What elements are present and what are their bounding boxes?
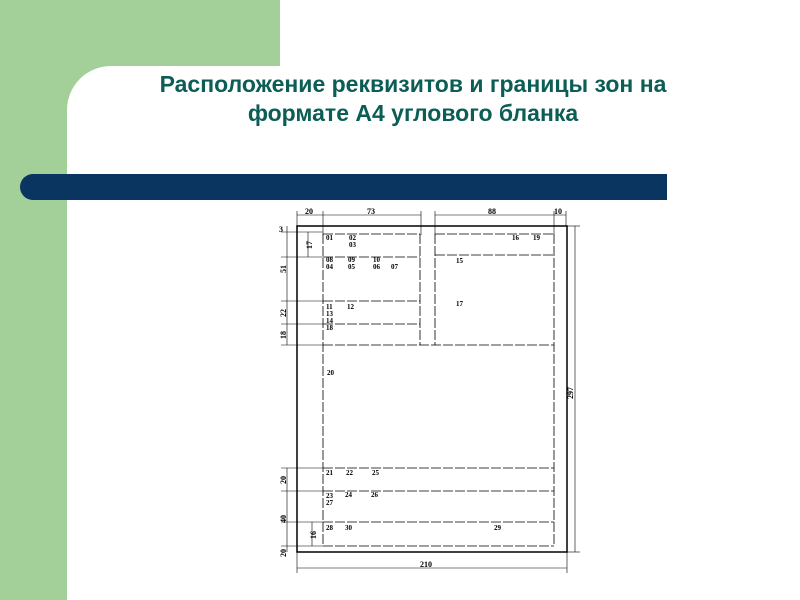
- slide-title: [100, 70, 726, 128]
- field-number: 13: [326, 310, 333, 318]
- dim-label: 10: [554, 207, 562, 216]
- field-numbers: [326, 234, 541, 532]
- dim-label: 51: [279, 265, 288, 273]
- field-number: 06: [373, 263, 380, 271]
- dim-label: 40: [279, 515, 288, 523]
- field-number: 14: [326, 317, 333, 325]
- dim-label: 20: [279, 476, 288, 484]
- dim-label: 18: [279, 331, 288, 339]
- slide-title-line-2: формате А4 углового бланка: [247, 100, 579, 126]
- field-number: 02: [349, 234, 356, 242]
- dim-label: 20: [279, 549, 288, 557]
- slide-title-line-1: Расположение реквизитов и границы зон на: [159, 71, 667, 97]
- dim-label: 210: [420, 560, 432, 569]
- dim-label: 17: [305, 241, 314, 249]
- field-number: 05: [348, 263, 355, 271]
- field-number: 20: [327, 369, 334, 377]
- field-number: 18: [326, 324, 333, 332]
- field-number: 09: [348, 256, 355, 264]
- dim-label: 16: [309, 531, 318, 539]
- field-number: 28: [326, 524, 333, 532]
- field-number: 21: [326, 469, 333, 477]
- field-number: 22: [346, 469, 353, 477]
- field-number: 19: [533, 234, 540, 242]
- field-number: 25: [372, 469, 379, 477]
- field-number: 16: [512, 234, 519, 242]
- top-dimension-lines: [297, 211, 566, 235]
- dim-label: 297: [566, 387, 575, 399]
- field-number: 01: [326, 234, 333, 242]
- field-number: 30: [345, 524, 352, 532]
- field-number: 03: [349, 241, 356, 249]
- field-number: 29: [494, 524, 501, 532]
- outer-dimension-lines: [297, 226, 580, 573]
- field-number: 15: [456, 257, 463, 265]
- field-number: 26: [371, 491, 378, 499]
- zone-boundaries: [323, 234, 554, 546]
- field-number: 23: [326, 492, 333, 500]
- page-outline: [297, 226, 567, 552]
- dim-label: 3: [279, 225, 283, 234]
- dim-label: 20: [305, 207, 313, 216]
- field-number: 04: [326, 263, 333, 271]
- dim-label: 22: [279, 309, 288, 317]
- field-number: 12: [347, 303, 354, 311]
- field-number: 10: [373, 256, 380, 264]
- field-number: 11: [326, 303, 333, 311]
- dim-label: 73: [367, 207, 375, 216]
- field-number: 17: [456, 300, 463, 308]
- field-number: 08: [326, 256, 333, 264]
- field-number: 07: [391, 263, 398, 271]
- left-dimension-lines: [281, 226, 323, 552]
- a4-form-layout-diagram: [272, 205, 592, 580]
- field-number: 27: [326, 499, 333, 507]
- decorative-bar: [20, 174, 667, 200]
- dim-label: 88: [488, 207, 496, 216]
- field-number: 24: [345, 491, 352, 499]
